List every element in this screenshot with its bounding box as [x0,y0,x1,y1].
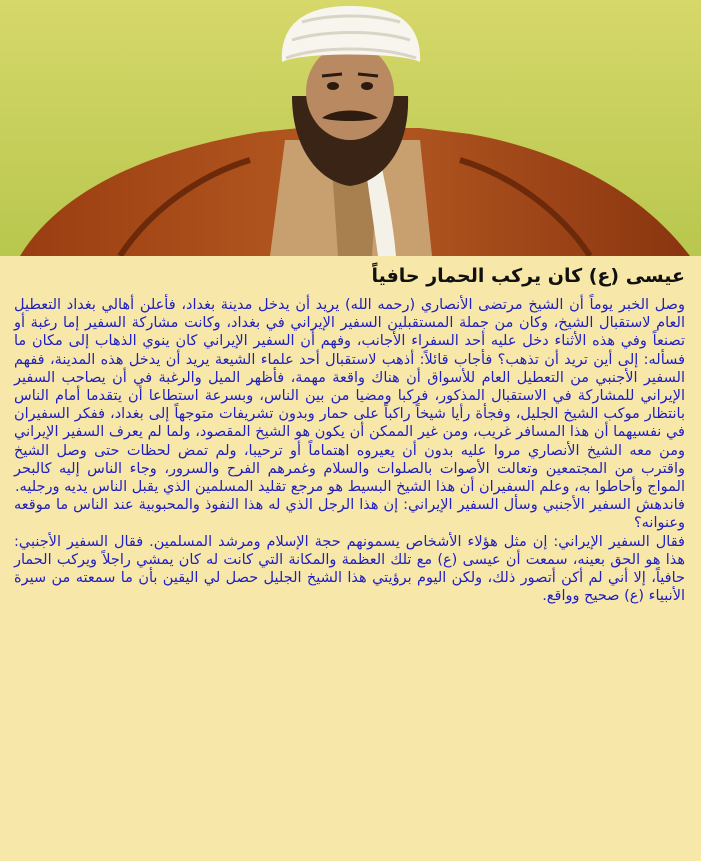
article-title: عيسى (ع) كان يركب الحمار حافياً [371,265,685,287]
article-paragraph: فاندهش السفير الأجنبي وسأل السفير الإيراني: إن هذا الرجل الذي له هذا النفوذ والمحبوبية عند الناس ما موقعه وعنوانه؟ [14,497,685,532]
article-paragraph: وصل الخبر يوماً أن الشيخ مرتضى الأنصاري (رحمه الله) يريد أن يدخل مدينة بغداد، فأعلن أهالي بغداد التعطيل العام لاستقبال الشيخ، وكان من جملة المستقبلين السفير الإيراني في بغداد، وكانت مشاركة السفير إما رغبة أو تصنعاً وفي هذه الأثناء دخل عليه أحد السفراء الأجانب، وفهم أن السفير الإيراني كان ينوي الذهاب إلى مكان ما فسأله: إلى أين تريد أن تذهب؟ فأجاب قائلاً: أذهب لاستقبال أحد علماء الشيعة يريد أن يدخل هذه المدينة، ففهم السفير الأجنبي من التعطيل العام للأسواق أن هناك واقعة مهمة، فأظهر الميل والرغبة في أن يصاحب السفير الإيراني للمشاركة في الاستقبال المذكور، فركبا ومضيا من بين الناس، وبسرعة استطاعا أن يتقدما أمام الناس بانتظار موكب الشيخ الجليل، وفجأة رأيا شيخاً راكباً على حمار وبدون تشريفات متوجهاً إلى بغداد، ففكر السفيران في نفسيهما أن هذا المسافر غريب، ومن غير الممكن أن يكون هو الشيخ المقصود، ولما لم يعرف السفير الإيراني ومن معه الشيخ الأنصاري مروا عليه بدون أن يعيروه اهتماماً أو ترحيبا، ولم تمض لحظات حتى وصل الشيخ واقترب من المجتمعين وتعالت الأصوات بالصلوات والسلام وغمرهم الفرح والسرور، وجاء الناس إليه كالبحر المواج وأحاطوا به، وعلم السفيران أن هذا الشيخ البسيط هو مرجع تقليد المسلمين الذي يقبل الناس يديه ورجليه. [14,297,685,496]
article-body [14,262,685,605]
article-paragraph: فقال السفير الإيراني: إن مثل هؤلاء الأشخاص يسمونهم حجة الإسلام ومرشد المسلمين. فقال السفير الأجنبي: هذا هو الحق بعينه، سمعت أن عيسى (ع) مع تلك العظمة والمكانة التي كانت له كان يمشي راجلاً ويركب الحمار حافياً، إلا أني لم أكن أتصور ذلك، ولكن اليوم برؤيتي هذا الشيخ الجليل حصل لي اليقين بأن ما سمعته من سيرة الأنبياء (ع) صحيح وواقع. [14,533,685,605]
sheikh-portrait-image [0,0,701,256]
